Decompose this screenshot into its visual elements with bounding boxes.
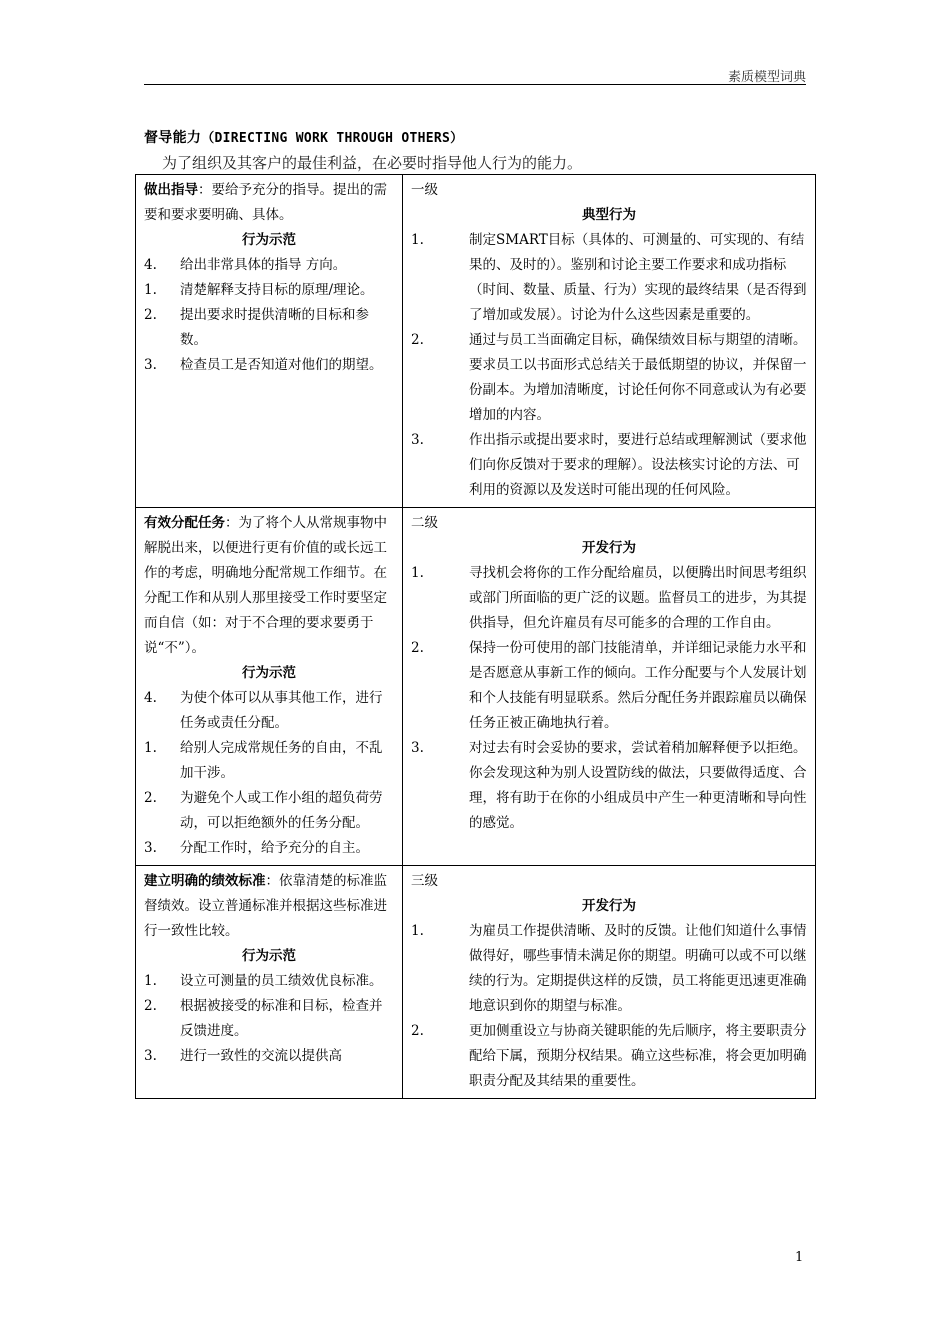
list-item-number: 3. [144,1048,157,1064]
behavior-heading: 有效分配任务 [144,515,225,531]
section-title [144,127,463,147]
list-item-text: 根据被接受的标准和目标，检查并反馈进度。 [180,998,383,1039]
list-item [411,1019,807,1094]
list-item-number: 1. [144,973,157,989]
list-item [411,636,807,736]
list-item-text: 给出非常具体的指导 方向。 [180,257,347,273]
list-item-text: 分配工作时，给予充分的自主。 [180,840,369,856]
table-row [136,175,816,508]
list-item-text: 为雇员工作提供清晰、及时的反馈。让他们知道什么事情做得好，哪些事情未满足你的期望。明确可以或不可以继续的行为。定期提供这样的反馈，员工将能更迅速更准确地意识到你的期望与标准。 [469,923,807,1014]
list-item [144,786,394,836]
behavior-description: ：依靠清楚的标准监督绩效。设立普通标准并根据这些标准进行一致性比较。 [144,873,387,939]
list-item [144,969,394,994]
behavior-cell [136,866,403,1099]
section-intro: 为了组织及其客户的最佳利益，在必要时指导他人行为的能力。 [162,154,583,172]
list-item-number: 3. [144,357,157,373]
level-subheading: 开发行为 [582,898,636,914]
behavior-definition [144,511,394,661]
list-item [411,228,807,328]
list-item-number: 1. [411,565,424,581]
list-item-text: 为使个体可以从事其他工作，进行任务或责任分配。 [180,690,383,731]
list-item-number: 2. [411,332,424,348]
list-item [411,736,807,836]
behavior-subheading: 行为示范 [242,948,296,964]
section-title-cn: 督导能力 [144,130,202,146]
list-item-text: 给别人完成常规任务的自由，不乱加干涉。 [180,740,383,781]
level-cell [403,508,816,866]
level-subheading: 典型行为 [582,207,636,223]
running-header: 素质模型词典 [727,70,806,85]
list-item [144,994,394,1044]
table-row [136,866,816,1099]
list-item-text: 设立可测量的员工绩效优良标准。 [180,973,383,989]
list-item-text: 寻找机会将你的工作分配给雇员，以便腾出时间思考组织或部门所面临的更广泛的议题。监督员工的进步，为其提供指导，但允许雇员有尽可能多的合理的工作自由。 [469,565,807,631]
behavior-description: ：要给予充分的指导。提出的需要和要求要明确、具体。 [144,182,387,223]
level-label: 三级 [411,873,438,889]
list-item [144,253,394,278]
list-item-number: 2. [144,998,157,1014]
behavior-cell [136,508,403,866]
behavior-heading: 做出指导 [144,182,198,198]
list-item-text: 为避免个人或工作小组的超负荷劳动，可以拒绝额外的任务分配。 [180,790,383,831]
list-item [144,686,394,736]
list-item [144,836,394,861]
list-item-number: 2. [144,790,157,806]
level-label: 一级 [411,182,438,198]
list-item-number: 1. [411,923,424,939]
table-row [136,508,816,866]
level-subheading: 开发行为 [582,540,636,556]
list-item [411,561,807,636]
list-item-number: 4. [144,257,157,273]
list-item-number: 2. [144,307,157,323]
behavior-subheading: 行为示范 [242,232,296,248]
list-item-text: 更加侧重设立与协商关键职能的先后顺序，将主要职责分配给下属，预期分权结果。确立这些标准，将会更加明确职责分配及其结果的重要性。 [469,1023,807,1089]
list-item-text: 作出指示或提出要求时，要进行总结或理解测试（要求他们向你反馈对于要求的理解）。设法核实讨论的方法、可利用的资源以及发送时可能出现的任何风险。 [469,432,807,498]
list-item-number: 1. [411,232,424,248]
list-item [144,1044,394,1069]
list-item-number: 2. [411,640,424,656]
competency-table [135,174,816,1099]
list-item-number: 1. [144,282,157,298]
list-item-text: 通过与员工当面确定目标，确保绩效目标与期望的清晰。要求员工以书面形式总结关于最低期望的协议，并保留一份副本。为增加清晰度，讨论任何你不同意或认为有必要增加的内容。 [469,332,807,423]
list-item [411,919,807,1019]
list-item-text: 检查员工是否知道对他们的期望。 [180,357,383,373]
behavior-heading: 建立明确的绩效标准 [144,873,266,889]
list-item [144,353,394,378]
level-label: 二级 [411,515,438,531]
section-title-en: （DIRECTING WORK THROUGH OTHERS） [201,131,464,146]
behavior-subheading: 行为示范 [242,665,296,681]
list-item-number: 4. [144,690,157,706]
list-item [411,428,807,503]
list-item-text: 对过去有时会妥协的要求，尝试着稍加解释便予以拒绝。你会发现这种为别人设置防线的做法，只要做得适度、合理，将有助于在你的小组成员中产生一种更清晰和导向性的感觉。 [469,740,807,831]
header-divider [144,84,806,85]
list-item [144,278,394,303]
level-cell [403,175,816,508]
list-item-number: 2. [411,1023,424,1039]
list-item-text: 提出要求时提供清晰的目标和参数。 [180,307,369,348]
list-item [411,328,807,428]
list-item [144,303,394,353]
list-item-number: 3. [411,740,424,756]
behavior-description: ：为了将个人从常规事物中解脱出来，以便进行更有价值的或长远工作的考虑，明确地分配常规工作细节。在分配工作和从别人那里接受工作时要坚定而自信（如：对于不合理的要求要勇于说“不”）。 [144,515,387,656]
list-item-text: 清楚解释支持目标的原理/理论。 [180,282,374,298]
list-item-number: 3. [411,432,424,448]
list-item-text: 保持一份可使用的部门技能清单，并详细记录能力水平和是否愿意从事新工作的倾向。工作分配要与个人发展计划和个人技能有明显联系。然后分配任务并跟踪雇员以确保任务正被正确地执行着。 [469,640,807,731]
level-cell [403,866,816,1099]
list-item-text: 进行一致性的交流以提供高 [180,1048,342,1064]
behavior-cell [136,175,403,508]
page-number: 1 [795,1250,804,1265]
list-item-text: 制定SMART目标（具体的、可测量的、可实现的、有结果的、及时的）。鉴别和讨论主要工作要求和成功指标（时间、数量、质量、行为）实现的最终结果（是否得到了增加或发展）。讨论为什么这些因素是重要的。 [469,232,807,323]
list-item [144,736,394,786]
list-item-number: 1. [144,740,157,756]
list-item-number: 3. [144,840,157,856]
behavior-definition [144,869,394,944]
behavior-definition [144,178,394,228]
